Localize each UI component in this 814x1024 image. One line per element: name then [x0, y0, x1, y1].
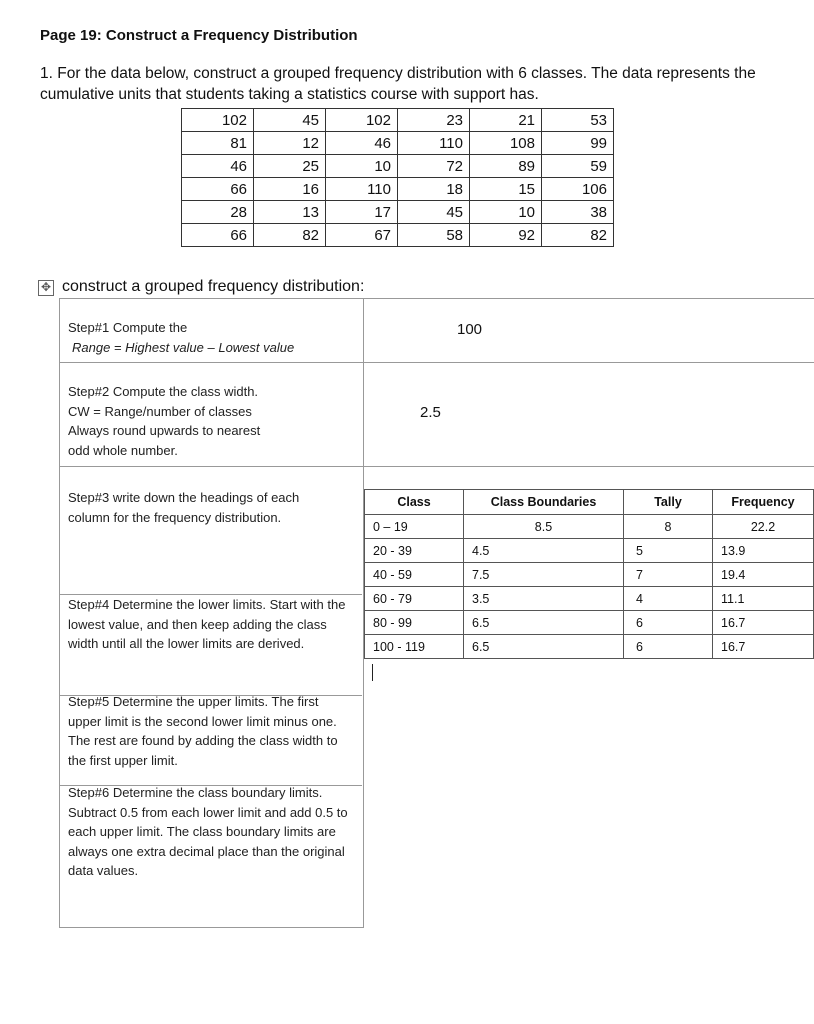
frequency-row: [365, 563, 814, 587]
data-cell[interactable]: 46: [326, 132, 398, 155]
data-cell[interactable]: 12: [254, 132, 326, 155]
header-tally: Tally: [624, 490, 713, 515]
data-cell[interactable]: 38: [542, 201, 614, 224]
tally-cell[interactable]: 7: [624, 563, 713, 587]
data-cell[interactable]: 10: [470, 201, 542, 224]
boundary-cell[interactable]: 6.5: [464, 635, 624, 659]
data-cell[interactable]: 25: [254, 155, 326, 178]
step4-text: Step#4 Determine the lower limits. Start with the lowest value, and then keep adding the class width until all the lower limits are derived.: [68, 597, 346, 651]
data-cell[interactable]: 102: [182, 109, 254, 132]
frequency-table: [364, 489, 814, 659]
data-cell[interactable]: 72: [398, 155, 470, 178]
page-title: Page 19: Construct a Frequency Distribution: [40, 27, 358, 44]
frequency-row: [365, 635, 814, 659]
step3-text: Step#3 write down the headings of each column for the frequency distribution.: [68, 490, 300, 525]
data-cell[interactable]: 13: [254, 201, 326, 224]
data-row: [182, 178, 614, 201]
header-class: Class: [365, 490, 464, 515]
data-cell[interactable]: 17: [326, 201, 398, 224]
boundary-cell[interactable]: 7.5: [464, 563, 624, 587]
data-row: [182, 109, 614, 132]
class-cell[interactable]: 40 - 59: [365, 563, 464, 587]
data-cell[interactable]: 16: [254, 178, 326, 201]
step2-answer[interactable]: 2.5: [420, 404, 441, 421]
step1-answer[interactable]: 100: [457, 321, 483, 338]
data-cell[interactable]: 58: [398, 224, 470, 247]
data-cell[interactable]: 46: [182, 155, 254, 178]
step5-text: Step#5 Determine the upper limits. The first upper limit is the second lower limit minus one. The rest are found by adding the class width to the first upper limit.: [68, 694, 338, 768]
header-class-boundaries: Class Boundaries: [464, 490, 624, 515]
frequency-row: [365, 587, 814, 611]
data-cell[interactable]: 81: [182, 132, 254, 155]
data-cell[interactable]: 108: [470, 132, 542, 155]
data-table: [181, 108, 614, 247]
data-cell[interactable]: 45: [254, 109, 326, 132]
boundary-cell[interactable]: 6.5: [464, 611, 624, 635]
step2-text: Step#2 Compute the class width. CW = Range/number of classes Always round upwards to nearest odd whole number.: [68, 384, 261, 458]
frequency-cell[interactable]: 11.1: [713, 587, 814, 611]
data-cell[interactable]: 59: [542, 155, 614, 178]
frequency-row: [365, 539, 814, 563]
data-cell[interactable]: 89: [470, 155, 542, 178]
header-frequency: Frequency: [713, 490, 814, 515]
data-row: [182, 201, 614, 224]
row-divider: [59, 362, 814, 363]
construct-heading: construct a grouped frequency distribution:: [62, 278, 365, 295]
frequency-cell[interactable]: 19.4: [713, 563, 814, 587]
data-cell[interactable]: 106: [542, 178, 614, 201]
data-cell[interactable]: 15: [470, 178, 542, 201]
data-cell[interactable]: 23: [398, 109, 470, 132]
step1-formula: Range = Highest value – Lowest value: [72, 340, 295, 355]
data-cell[interactable]: 66: [182, 224, 254, 247]
tally-cell[interactable]: 8: [624, 515, 713, 539]
data-cell[interactable]: 82: [254, 224, 326, 247]
step1-line1: Step#1 Compute the: [68, 320, 188, 335]
frequency-row: [365, 611, 814, 635]
frequency-cell[interactable]: 13.9: [713, 539, 814, 563]
data-row: [182, 155, 614, 178]
class-cell[interactable]: 100 - 119: [365, 635, 464, 659]
tally-cell[interactable]: 6: [624, 611, 713, 635]
frequency-cell[interactable]: 16.7: [713, 635, 814, 659]
data-cell[interactable]: 28: [182, 201, 254, 224]
data-cell[interactable]: 21: [470, 109, 542, 132]
data-cell[interactable]: 10: [326, 155, 398, 178]
boundary-cell[interactable]: 3.5: [464, 587, 624, 611]
move-icon[interactable]: ✥: [38, 280, 54, 296]
class-cell[interactable]: 80 - 99: [365, 611, 464, 635]
data-cell[interactable]: 67: [326, 224, 398, 247]
data-cell[interactable]: 99: [542, 132, 614, 155]
frequency-cell[interactable]: 22.2: [713, 515, 814, 539]
data-cell[interactable]: 110: [326, 178, 398, 201]
intro-paragraph: 1. For the data below, construct a grouped frequency distribution with 6 classes. The data represents the cumulative units that students taking a statistics course with support has.: [40, 65, 756, 103]
data-cell[interactable]: 102: [326, 109, 398, 132]
data-row: [182, 224, 614, 247]
frequency-cell[interactable]: 16.7: [713, 611, 814, 635]
data-cell[interactable]: 66: [182, 178, 254, 201]
boundary-cell[interactable]: 4.5: [464, 539, 624, 563]
frequency-row: [365, 515, 814, 539]
data-row: [182, 132, 614, 155]
text-cursor: [372, 664, 373, 681]
data-cell[interactable]: 53: [542, 109, 614, 132]
class-cell[interactable]: 20 - 39: [365, 539, 464, 563]
row-divider: [59, 466, 814, 467]
class-cell[interactable]: 0 – 19: [365, 515, 464, 539]
tally-cell[interactable]: 5: [624, 539, 713, 563]
tally-cell[interactable]: 4: [624, 587, 713, 611]
data-cell[interactable]: 82: [542, 224, 614, 247]
data-cell[interactable]: 18: [398, 178, 470, 201]
tally-cell[interactable]: 6: [624, 635, 713, 659]
data-cell[interactable]: 92: [470, 224, 542, 247]
data-cell[interactable]: 45: [398, 201, 470, 224]
step6-text: Step#6 Determine the class boundary limits. Subtract 0.5 from each lower limit and add 0.5 to each upper limit. The class boundary limits are always one extra decimal place than the original data values.: [68, 785, 348, 878]
data-cell[interactable]: 110: [398, 132, 470, 155]
boundary-cell[interactable]: 8.5: [464, 515, 624, 539]
class-cell[interactable]: 60 - 79: [365, 587, 464, 611]
